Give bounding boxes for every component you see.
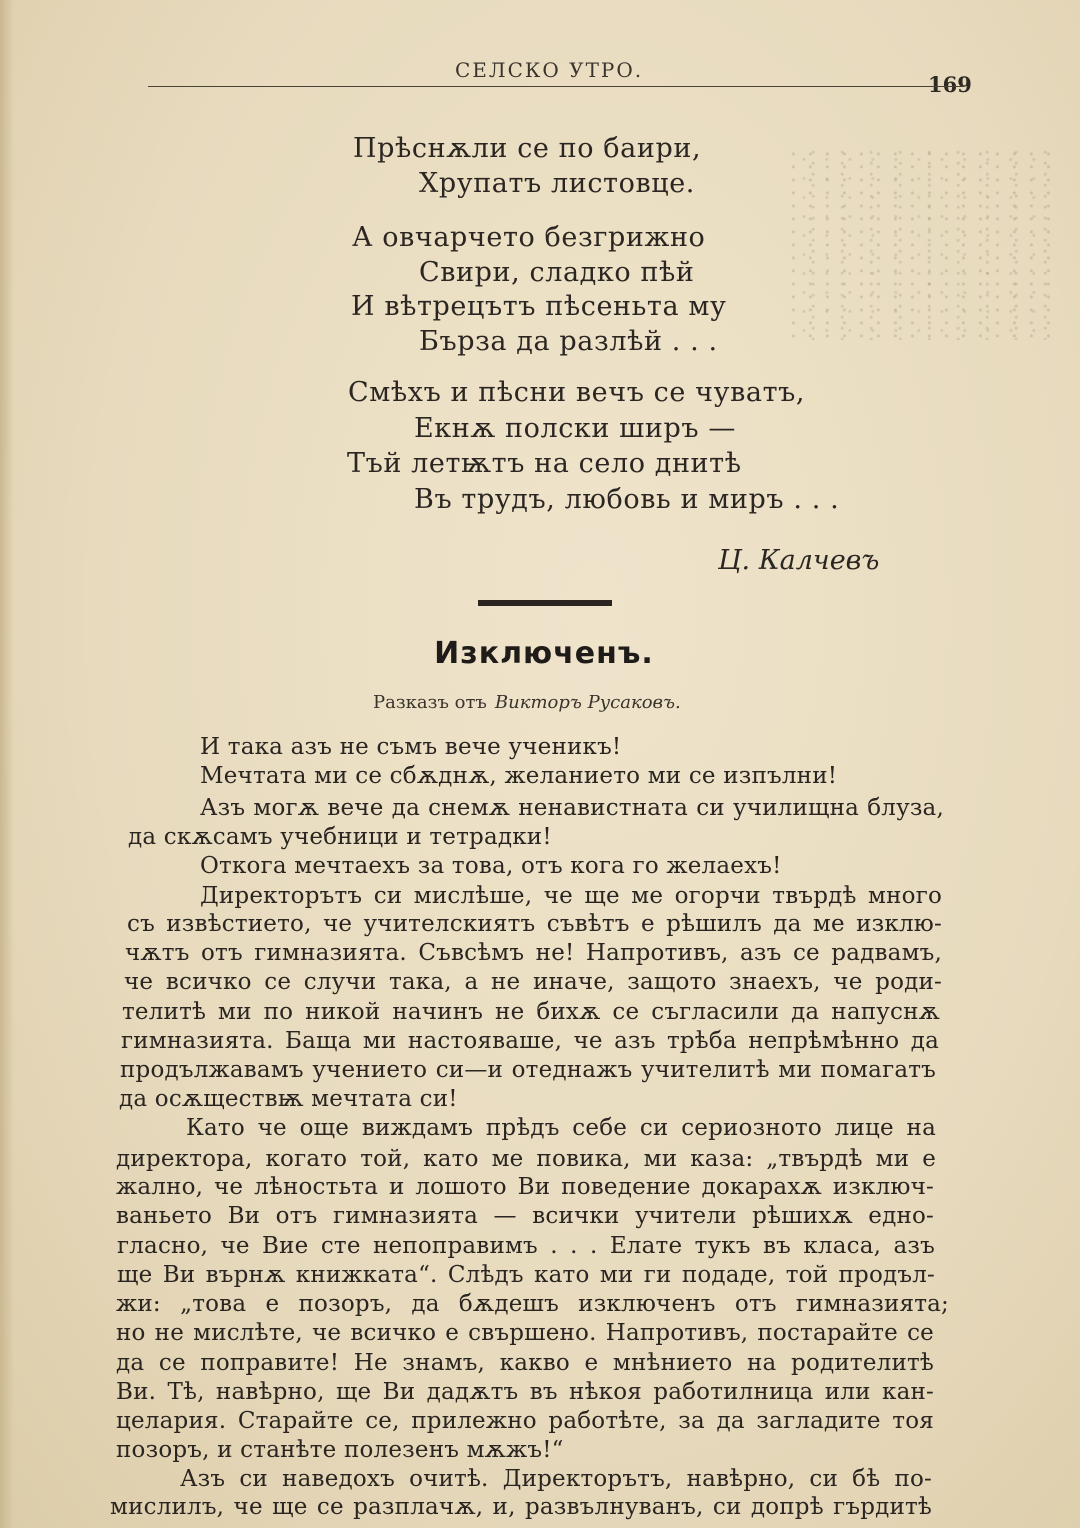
- poem-line: Тъй летѭтъ на село днитѣ: [347, 448, 742, 479]
- poem-line: И вѣтрецътъ пѣсеньта му: [351, 291, 727, 322]
- prose-line: да скѫсамъ учебници и тетрадки!: [128, 824, 552, 850]
- section-divider: [478, 600, 612, 606]
- prose-line: жално, че лѣностьта и лошото Ви поведение докарахѫ изключ-: [116, 1174, 934, 1200]
- prose-line: телитѣ ми по никой начинъ не бихѫ се съгласили да напуснѫ: [122, 999, 940, 1025]
- prose-line: чѫтъ отъ гимназията. Съвсѣмъ не! Напротивъ, азъ се радвамъ,: [125, 940, 942, 966]
- prose-line: целария. Старайте се, прилежно работѣте, за да загладите тоя: [116, 1408, 934, 1434]
- header-rule: [148, 86, 964, 87]
- prose-line: продължавамъ учението си—и отеднажъ учителитѣ ми помагатъ: [120, 1057, 936, 1083]
- prose-line: Директорътъ си мислѣше, че ще ме огорчи твърдѣ много: [200, 883, 942, 909]
- poem-author: Ц. Калчевъ: [718, 545, 880, 576]
- prose-line: да се поправите! Не знамъ, какво е мнѣнието на родителитѣ: [116, 1350, 934, 1376]
- paper-stain: [790, 150, 1050, 340]
- poem-line: Въ трудъ, любовь и миръ . . .: [414, 484, 840, 515]
- prose-line: директора, когато той, като ме повика, ми каза: „твърдѣ ми е: [116, 1146, 936, 1172]
- prose-line: гимназията. Баща ми настояваше, че азъ трѣба непрѣмѣнно да: [121, 1028, 939, 1054]
- poem-line: Хрупатъ листовце.: [419, 168, 695, 199]
- prose-line: гласно, че Вие сте непоправимъ . . . Елате тукъ въ класа, азъ: [117, 1233, 935, 1259]
- byline-prefix: Разказъ отъ: [373, 692, 487, 713]
- prose-line: да осѫществѭ мечтата си!: [119, 1086, 458, 1112]
- poem-line: Свири, сладко пѣй: [419, 257, 695, 288]
- story-title: Изключенъ.: [434, 636, 654, 671]
- poem-line: Бърза да разлѣй . . .: [419, 326, 718, 357]
- byline: [373, 692, 681, 713]
- prose-line: ваньето Ви отъ гимназията — всички учители рѣшихѫ едно-: [116, 1203, 934, 1229]
- prose-line: Азъ си наведохъ очитѣ. Директорътъ, навѣрно, си бѣ по-: [180, 1466, 932, 1492]
- prose-line: Мечтата ми се сбѫднѫ, желанието ми се изпълни!: [200, 763, 838, 789]
- prose-line: че всичко се случи така, а не иначе, защото знаехъ, че роди-: [124, 969, 942, 995]
- prose-line: Азъ могѫ вече да снемѫ ненавистната си училищна блуза,: [200, 795, 944, 821]
- poem-line: Екнѫ полски ширъ —: [414, 413, 736, 444]
- poem-line: Смѣхъ и пѣсни вечъ се чуватъ,: [348, 377, 806, 408]
- prose-line: съ извѣстието, че учителскиятъ съвѣтъ е рѣшилъ да ме изклю-: [127, 911, 942, 937]
- prose-line: Ви. Тѣ, навѣрно, ще Ви дадѫтъ въ нѣкоя работилница или кан-: [116, 1379, 934, 1405]
- prose-line: И така азъ не съмъ вече ученикъ!: [200, 734, 622, 760]
- page-edge-shadow: [0, 0, 14, 1528]
- prose-line: мислилъ, че ще се разплачѫ, и, развълнуванъ, си допрѣ гърдитѣ: [110, 1494, 932, 1520]
- poem-line: А овчарчето безгрижно: [352, 222, 706, 253]
- prose-line: но не мислѣте, че всичко е свършено. Напротивъ, постарайте се: [116, 1320, 934, 1346]
- prose-line: ще Ви върнѫ книжката“. Слѣдъ като ми ги подаде, той продъл-: [117, 1262, 935, 1288]
- prose-line: жи: „това е позоръ, да бѫдешъ изключенъ отъ гимназията;: [116, 1291, 949, 1317]
- byline-author: Викторъ Русаковъ.: [494, 692, 681, 713]
- page-number: 169: [928, 72, 972, 97]
- running-head: СЕЛСКО УТРО.: [455, 58, 644, 82]
- prose-line: Откога мечтаехъ за това, отъ кога го желаехъ!: [200, 853, 782, 879]
- prose-line: позоръ, и станѣте полезенъ мѫжъ!“: [116, 1437, 564, 1463]
- poem-line: Прѣснѫли се по баири,: [353, 133, 702, 164]
- prose-line: Като че още виждамъ прѣдъ себе си сериозното лице на: [186, 1115, 936, 1141]
